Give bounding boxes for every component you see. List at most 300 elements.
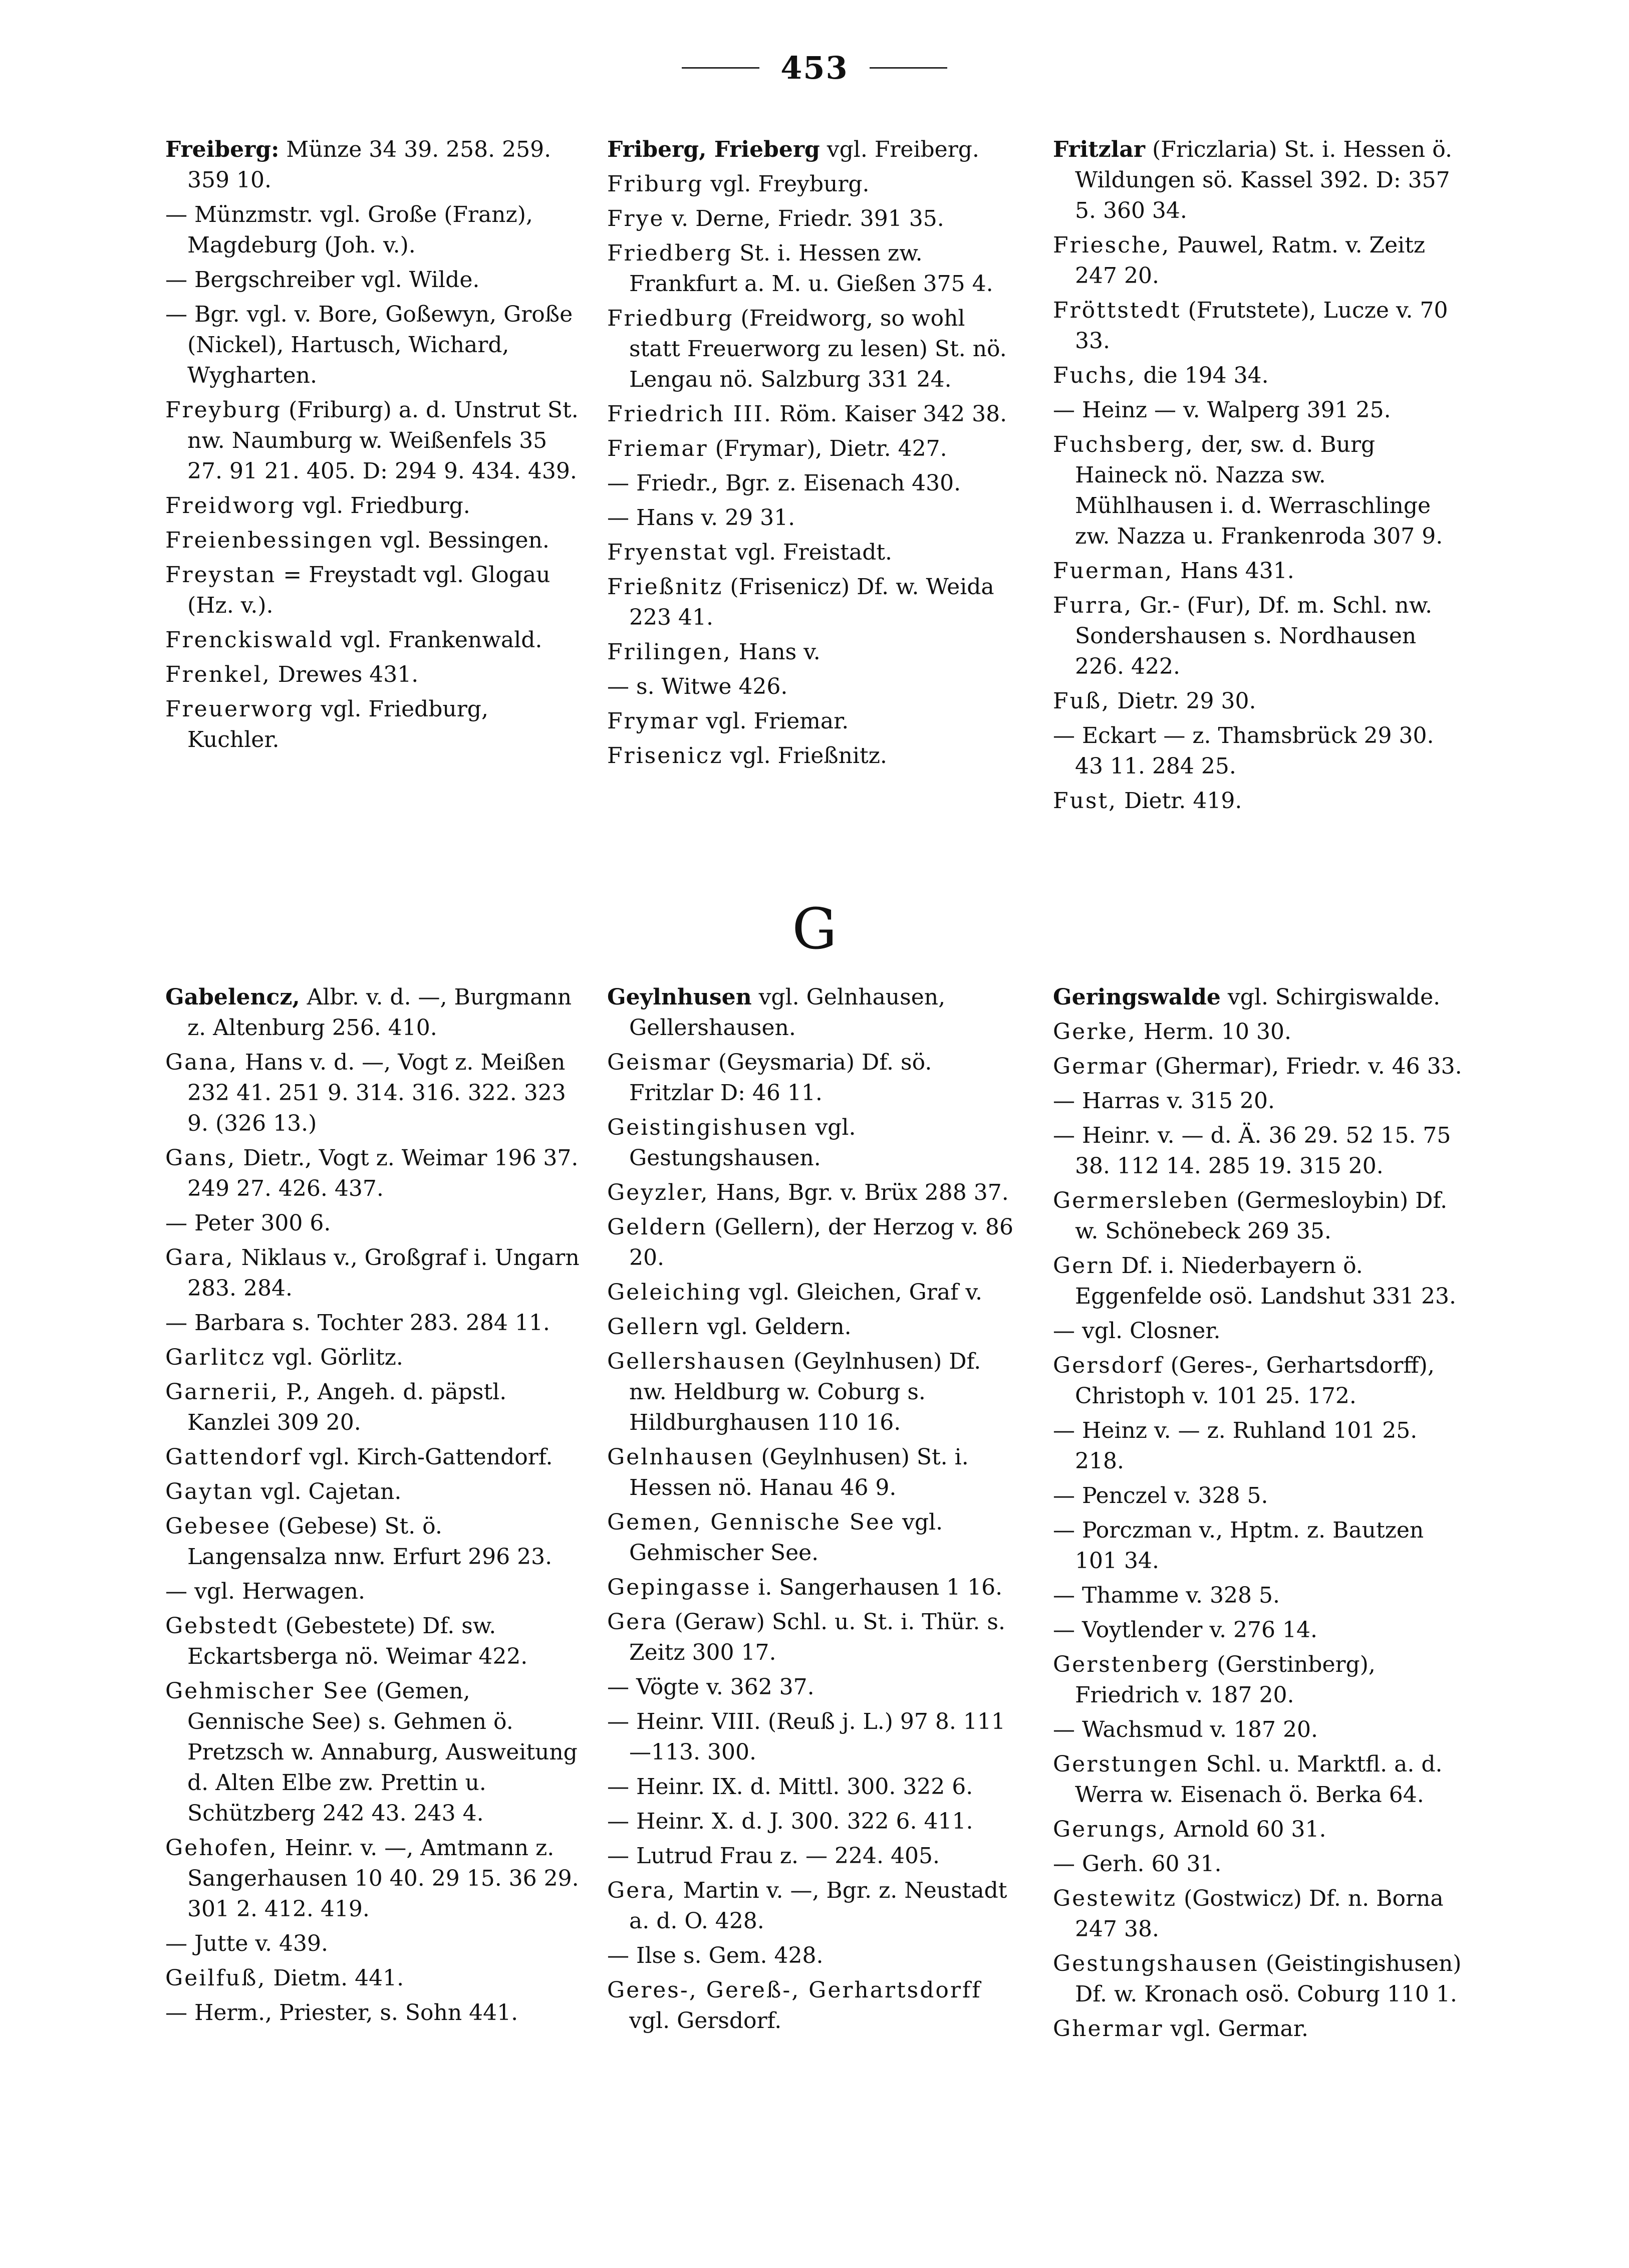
page-header (0, 48, 1629, 88)
index-entry (165, 1442, 581, 1472)
index-entry (1053, 786, 1469, 816)
entry-headword: — Penczel (1053, 1483, 1167, 1508)
entry-headword: — Heinr. VIII. (607, 1709, 761, 1734)
entry-references: Hans, Bgr. v. Brüx 288 37. (709, 1180, 1009, 1205)
entry-headword: Gehofen, (165, 1835, 278, 1861)
index-entry (1053, 1649, 1469, 1710)
index-column-top-2 (607, 134, 1023, 876)
entry-references: 300 6. (253, 1210, 331, 1236)
index-entry (1053, 395, 1469, 425)
index-entry (165, 625, 581, 655)
page-number: 453 (780, 49, 849, 86)
entry-headword: Frymar (607, 708, 699, 734)
entry-headword: Gera (607, 1609, 668, 1635)
entry-references: 60 31. (1144, 1851, 1222, 1877)
index-entry (607, 1806, 1023, 1837)
entry-headword: Gestungshausen (1053, 1951, 1259, 1976)
index-entry (1053, 360, 1469, 391)
entry-references: vgl. v. Bore, Goßewyn, Große (Nickel), Hartusch, Wichard, Wygharten. (187, 302, 573, 388)
index-entry (1053, 1415, 1469, 1476)
entry-headword: — Heinr. (1053, 1123, 1151, 1148)
entry-references: (Gerstinberg), Friedrich v. 187 20. (1075, 1652, 1376, 1708)
entry-headword: Freiberg: (165, 137, 280, 162)
entry-headword: Frießnitz (607, 574, 723, 600)
entry-references: (Geylnhusen) Df. nw. Heldburg w. Coburg s. Hildburghausen 110 16. (629, 1349, 981, 1435)
entry-headword: Friedburg (607, 306, 734, 331)
index-column-bottom-2 (607, 982, 1023, 2184)
entry-headword: Geres-, Gereß-, Gerhartsdorff (607, 1977, 982, 2003)
index-entry (165, 1833, 581, 1924)
entry-references: v., Hptm. z. Bautzen 101 34. (1075, 1518, 1424, 1574)
entry-references: Drewes 431. (270, 662, 419, 687)
entry-headword: Gersdorf (1053, 1353, 1164, 1378)
entry-references: vgl. Gersdorf. (629, 2008, 782, 2034)
entry-headword: Geylnhusen (607, 984, 752, 1010)
index-entry (165, 1997, 581, 2028)
index-entry (165, 1511, 581, 1572)
entry-references: d. Mittl. 300. 322 6. (743, 1774, 973, 1800)
index-entry (165, 1377, 581, 1438)
entry-headword: Gara, (165, 1245, 234, 1271)
index-entry (1053, 230, 1469, 291)
index-entry (607, 1312, 1023, 1342)
index-entry (607, 1507, 1023, 1568)
entry-references: v. 276 14. (1202, 1617, 1317, 1643)
index-entry (1053, 1948, 1469, 2009)
entry-references: Albr. v. d. —, Burgmann z. Altenburg 256. 410. (187, 984, 572, 1041)
entry-references: v. 439. (248, 1931, 328, 1956)
entry-headword: Friesche, (1053, 232, 1171, 258)
index-entry (607, 1607, 1023, 1668)
entry-references: v. — z. Ruhland 101 25. 218. (1075, 1418, 1418, 1474)
entry-references: vgl. Gestungshausen. (629, 1115, 856, 1171)
entry-headword: Fuß, (1053, 688, 1111, 714)
entry-headword: Geistingishusen (607, 1115, 808, 1140)
index-entry (1053, 1086, 1469, 1116)
entry-headword: Gerke, (1053, 1019, 1137, 1045)
entry-headword: — Harras (1053, 1088, 1160, 1114)
entry-headword: Fröttstedt (1053, 298, 1181, 323)
index-entry (165, 525, 581, 556)
entry-headword: — s. Witwe (607, 674, 732, 699)
index-entry (165, 1208, 581, 1238)
index-entry (1053, 1350, 1469, 1411)
entry-references: d. J. 300. 322 6. 411. (734, 1809, 973, 1834)
index-entry (607, 303, 1023, 395)
entry-headword: Friedberg (607, 240, 733, 266)
entry-references: v. 187 20. (1203, 1717, 1318, 1742)
entry-headword: Gepingasse (607, 1575, 751, 1600)
entry-headword: Gelnhausen (607, 1444, 754, 1470)
index-entry (165, 1242, 581, 1304)
entry-references: vgl. Cajetan. (253, 1479, 402, 1504)
entry-headword: — Wachsmud (1053, 1717, 1203, 1742)
entry-references: vgl. Frießnitz. (723, 743, 887, 769)
entry-headword: Fryenstat (607, 540, 728, 565)
index-column-bottom-1 (165, 982, 581, 2184)
header-rule-left (682, 67, 759, 69)
index-entry (1053, 1849, 1469, 1879)
index-entry (607, 982, 1023, 1043)
entry-references: Hans v. (731, 639, 821, 665)
index-entry (607, 1277, 1023, 1308)
entry-references: v. 328 5. (1167, 1483, 1268, 1508)
entry-headword: Gebesee (165, 1514, 272, 1539)
entry-references: Hans v. d. —, Vogt z. Meißen 232 41. 251 9. 314. 316. 322. 323 9. (326 13.) (187, 1050, 566, 1136)
entry-references: vgl. Kirch-Gattendorf. (302, 1444, 553, 1470)
entry-references: Df. i. Niederbayern ö. Eggenfelde osö. Landshut 331 23. (1075, 1253, 1456, 1309)
entry-headword: Geilfuß, (165, 1965, 266, 1991)
index-entry (1053, 982, 1469, 1013)
entry-headword: Gabelencz, (165, 984, 300, 1010)
entry-references: vgl. Schirgiswalde. (1220, 984, 1441, 1010)
index-entry (607, 1772, 1023, 1802)
index-entry (607, 1047, 1023, 1108)
entry-references: die 194 34. (1136, 363, 1269, 388)
index-entry (607, 468, 1023, 498)
index-entry (165, 134, 581, 195)
index-entry (165, 1342, 581, 1373)
entry-references: Herwagen. (235, 1579, 365, 1604)
entry-headword: Gebstedt (165, 1613, 279, 1639)
index-entry (1053, 1185, 1469, 1246)
entry-references: Niklaus v., Großgraf i. Ungarn 283. 284. (187, 1245, 580, 1301)
entry-headword: — Bgr. (165, 302, 240, 327)
entry-references: Arnold 60 31. (1167, 1817, 1326, 1842)
entry-references: (Freidworg, so wohl statt Freuerworg zu lesen) St. nö. Lengau nö. Salzburg 331 24. (629, 306, 1007, 392)
entry-references: Münze 34 39. 258. 259. 359 10. (187, 137, 552, 193)
entry-references: (Gemen, Gennische See) s. Gehmen ö. Pretzsch w. Annaburg, Ausweitung d. Alten Elbe zw. Prettin u. Schützberg 242 43. 243 4. (187, 1678, 578, 1826)
index-entry (1053, 1714, 1469, 1745)
entry-references: vgl. Freiberg. (820, 137, 979, 162)
index-entry (607, 203, 1023, 234)
index-entry (1053, 1480, 1469, 1511)
entry-headword: Fuchs, (1053, 363, 1137, 388)
index-entry (1053, 1051, 1469, 1082)
entry-headword: Freienbessingen (165, 528, 374, 553)
index-entry (607, 1975, 1023, 2036)
entry-headword: — Barbara (165, 1310, 286, 1336)
entry-headword: — Bergschreiber (165, 267, 355, 293)
entry-headword: Gern (1053, 1253, 1115, 1279)
entry-references: Closner. (1123, 1318, 1221, 1344)
entry-headword: Frenckiswald (165, 627, 334, 653)
index-entry (1053, 686, 1469, 716)
entry-headword: — vgl. (1053, 1318, 1123, 1344)
entry-headword: Garlitcz (165, 1345, 266, 1370)
index-entry (607, 134, 1023, 165)
entry-headword: — Heinr. X. (607, 1809, 735, 1834)
entry-headword: Fuchsberg, (1053, 432, 1194, 457)
entry-references: Bgr. z. Eisenach 430. (718, 470, 961, 496)
entry-references: (Geraw) Schl. u. St. i. Thür. s. Zeitz 300 17. (629, 1609, 1005, 1665)
entry-references: vgl. Wilde. (354, 267, 480, 293)
index-entry (607, 1672, 1023, 1702)
entry-references: St. i. Hessen zw. Frankfurt a. M. u. Gießen 375 4. (629, 240, 993, 297)
index-entry (1053, 1017, 1469, 1047)
entry-references: Dietr. 29 30. (1110, 688, 1256, 714)
entry-references: (Geres-, Gerhartsdorff), Christoph v. 101 25. 172. (1075, 1353, 1435, 1409)
index-entry (165, 1676, 581, 1829)
index-column-bottom-3 (1053, 982, 1469, 2184)
entry-headword: Gans, (165, 1145, 236, 1171)
entry-references: — v. Walperg 391 25. (1147, 397, 1391, 423)
index-entry (165, 265, 581, 295)
entry-references: vgl. Freistadt. (728, 540, 893, 565)
entry-headword: Germar (1053, 1054, 1148, 1079)
entry-headword: — Friedr., (607, 470, 718, 496)
index-entry (607, 1112, 1023, 1173)
entry-references: Dietm. 441. (266, 1965, 404, 1991)
index-entry (607, 502, 1023, 533)
entry-headword: Ghermar (1053, 2016, 1164, 2042)
entry-references: vgl. Freyburg. (703, 171, 870, 197)
entry-headword: Freuerworg (165, 696, 314, 722)
entry-references: (Frymar), Dietr. 427. (708, 436, 947, 461)
index-entry (1053, 590, 1469, 682)
entry-headword: Frenkel, (165, 662, 271, 687)
index-entry (1053, 1515, 1469, 1576)
index-entry (1053, 1615, 1469, 1645)
entry-references: — z. Thamsbrück 29 30. 43 11. 284 25. (1075, 723, 1434, 779)
entry-references: Herm. 10 30. (1136, 1019, 1291, 1045)
entry-references: v. 315 20. (1160, 1088, 1275, 1114)
index-entry (1053, 429, 1469, 552)
entry-references: Heinr. v. —, Amtmann z. Sangerhausen 10 40. 29 15. 36 29. 301 2. 412. 419. (187, 1835, 579, 1922)
entry-headword: Fust, (1053, 788, 1118, 814)
index-entry (165, 1308, 581, 1338)
entry-references: (Reuß j. L.) 97 8. 111—113. 300. (629, 1709, 1005, 1765)
entry-headword: Gehmischer See (165, 1678, 369, 1704)
section-letter: G (792, 897, 837, 962)
index-entry (1053, 1250, 1469, 1312)
entry-headword: Frilingen, (607, 639, 732, 665)
entry-headword: Friedrich III. (607, 401, 773, 427)
index-entry (607, 399, 1023, 429)
index-entry (607, 1177, 1023, 1208)
entry-references: v. — d. Ä. 36 29. 52 15. 75 38. 112 14. 285 19. 315 20. (1075, 1123, 1451, 1179)
entry-references: vgl. Friedburg, Kuchler. (187, 696, 488, 752)
index-entry (607, 1841, 1023, 1871)
entry-headword: — Thamme (1053, 1583, 1179, 1608)
entry-references: Dietr. 419. (1117, 788, 1242, 814)
entry-references: (Frutstete), Lucze v. 70 33. (1075, 298, 1448, 354)
entry-headword: — Heinz (1053, 397, 1147, 423)
index-entry (1053, 295, 1469, 356)
entry-references: (Geysmaria) Df. sö. Fritzlar D: 46 11. (629, 1050, 932, 1106)
entry-references: s. Tochter 283. 284 11. (285, 1310, 550, 1336)
index-entry (607, 537, 1023, 568)
entry-references: (Geylnhusen) St. i. Hessen nö. Hanau 46 9. (629, 1444, 969, 1500)
index-entry (607, 637, 1023, 667)
entry-headword: — Eckart (1053, 723, 1157, 748)
entry-references: (Gellern), der Herzog v. 86 20. (629, 1214, 1013, 1271)
index-entry (165, 1928, 581, 1959)
index-entry (165, 490, 581, 521)
entry-references: Röm. Kaiser 342 38. (772, 401, 1007, 427)
entry-references: vgl. Friedburg. (296, 493, 470, 519)
entry-references: vgl. Große (Franz), Magdeburg (Joh. v.). (187, 202, 533, 258)
header-rule-right (870, 67, 947, 69)
entry-headword: Freystan (165, 562, 277, 588)
index-entry (1053, 556, 1469, 586)
entry-headword: Frisenicz (607, 743, 723, 769)
entry-references: 426. (731, 674, 788, 699)
index-entry (607, 706, 1023, 736)
index-entry (607, 169, 1023, 199)
index-entry (1053, 1120, 1469, 1181)
entry-references: Schl. u. Marktfl. a. d. Werra w. Eisenach ö. Berka 64. (1075, 1751, 1443, 1808)
entry-headword: Gattendorf (165, 1444, 303, 1470)
index-entry (165, 659, 581, 690)
entry-references: Frau z. — 224. 405. (712, 1843, 940, 1869)
entry-references: Pauwel, Ratm. v. Zeitz 247 20. (1075, 232, 1426, 289)
entry-references: vgl. Görlitz. (265, 1345, 403, 1370)
entry-references: (Friczlaria) St. i. Hessen ö. Wildungen sö. Kassel 392. D: 357 5. 360 34. (1075, 137, 1452, 223)
entry-headword: Geyzler, (607, 1180, 709, 1205)
index-entry (165, 199, 581, 261)
index-entry (165, 1476, 581, 1507)
index-entry (607, 1442, 1023, 1503)
entry-references: (Gebestete) Df. sw. Eckartsberga nö. Weimar 422. (187, 1613, 528, 1669)
entry-headword: Furra, (1053, 593, 1133, 618)
entry-headword: — Peter (165, 1210, 254, 1236)
entry-references: v. 29 31. (694, 505, 795, 531)
index-entry (607, 1346, 1023, 1438)
entry-headword: Friberg, Frieberg (607, 137, 820, 162)
index-entry (1053, 1580, 1469, 1611)
entry-references: vgl. Gelnhausen, Gellershausen. (629, 984, 946, 1041)
entry-references: Dietr., Vogt z. Weimar 196 37. 249 27. 426. 437. (187, 1145, 579, 1201)
entry-references: vgl. Bessingen. (373, 528, 550, 553)
entry-headword: Gestewitz (1053, 1886, 1177, 1911)
entry-references: (Gostwicz) Df. n. Borna 247 38. (1075, 1886, 1444, 1942)
index-entry (165, 395, 581, 486)
entry-headword: — Jutte (165, 1931, 248, 1956)
entry-headword: Geismar (607, 1050, 711, 1075)
entry-references: Gr.- (Fur), Df. m. Schl. nw. Sondershausen s. Nordhausen 226. 422. (1075, 593, 1433, 679)
index-column-top-1 (165, 134, 581, 876)
entry-headword: Garnerii, (165, 1379, 279, 1405)
entry-headword: Gerungs, (1053, 1817, 1167, 1842)
entry-headword: — Heinz (1053, 1418, 1147, 1443)
entry-headword: Freyburg (165, 397, 282, 423)
entry-references: vgl. Friemar. (699, 708, 849, 734)
index-entry (165, 982, 581, 1043)
entry-references: Priester, s. Sohn 441. (272, 2000, 518, 2026)
entry-headword: Gerstenberg (1053, 1652, 1210, 1677)
index-entry (165, 560, 581, 621)
entry-references: s. Gem. 428. (676, 1943, 824, 1968)
entry-references: v. 328 5. (1179, 1583, 1280, 1608)
index-entry (165, 299, 581, 391)
entry-headword: Frye (607, 206, 665, 231)
entry-references: vgl. Geldern. (700, 1314, 852, 1340)
entry-references: Hans 431. (1173, 558, 1294, 584)
entry-headword: Gerstungen (1053, 1751, 1199, 1777)
index-entry (1053, 1883, 1469, 1944)
entry-headword: — Münzmstr. (165, 202, 314, 227)
entry-headword: Gana, (165, 1050, 238, 1075)
entry-references: Martin v. —, Bgr. z. Neustadt a. d. O. 428. (629, 1878, 1007, 1934)
entry-headword: Fritzlar (1053, 137, 1146, 162)
entry-headword: Freidworg (165, 493, 296, 519)
entry-headword: Gaytan (165, 1479, 254, 1504)
index-entry (1053, 720, 1469, 782)
index-entry (1053, 1814, 1469, 1845)
entry-headword: Geldern (607, 1214, 707, 1240)
index-entry (607, 740, 1023, 771)
index-entry (165, 1047, 581, 1139)
entry-headword: Friburg (607, 171, 704, 197)
entry-headword: — Voytlender (1053, 1617, 1203, 1643)
entry-headword: — vgl. (165, 1579, 235, 1604)
index-entry (165, 1576, 581, 1607)
entry-headword: Gellern (607, 1314, 700, 1340)
entry-headword: — Ilse (607, 1943, 677, 1968)
entry-references: v. 362 37. (699, 1674, 815, 1700)
entry-headword: Geringswalde (1053, 984, 1221, 1010)
index-entry (1053, 1749, 1469, 1810)
entry-headword: Gemen, Gennische See (607, 1509, 896, 1535)
index-entry (607, 1940, 1023, 1971)
entry-references: vgl. Germar. (1163, 2016, 1308, 2042)
entry-references: vgl. Frankenwald. (334, 627, 542, 653)
entry-headword: Fuerman, (1053, 558, 1174, 584)
entry-references: (Geistingishusen) Df. w. Kronach osö. Coburg 110 1. (1075, 1951, 1462, 2007)
entry-references: (Gebese) St. ö. Langensalza nnw. Erfurt 296 23. (187, 1514, 553, 1570)
entry-headword: — Porczman (1053, 1518, 1192, 1543)
index-entry (165, 694, 581, 755)
index-column-top-3 (1053, 134, 1469, 876)
entry-references: (Ghermar), Friedr. v. 46 33. (1148, 1054, 1462, 1079)
index-entry (165, 1611, 581, 1672)
entry-headword: Gera, (607, 1878, 676, 1903)
index-entry (1053, 134, 1469, 226)
entry-headword: — Vögte (607, 1674, 700, 1700)
entry-headword: — Lutrud (607, 1843, 713, 1869)
entry-references: i. Sangerhausen 1 16. (751, 1575, 1003, 1600)
entry-references: v. Derne, Friedr. 391 35. (664, 206, 944, 231)
index-entry (607, 238, 1023, 299)
index-entry (607, 1706, 1023, 1768)
entry-headword: Gellershausen (607, 1349, 786, 1374)
index-entry (165, 1963, 581, 1993)
entry-headword: — Herm., (165, 2000, 273, 2026)
entry-references: (Germesloybin) Df. w. Schönebeck 269 35. (1075, 1188, 1448, 1244)
entry-headword: Friemar (607, 436, 708, 461)
index-entry (607, 1572, 1023, 1603)
index-entry (165, 1143, 581, 1204)
index-entry (1053, 2013, 1469, 2044)
index-entry (1053, 1316, 1469, 1346)
index-entry (607, 433, 1023, 464)
index-entry (607, 572, 1023, 633)
entry-references: der, sw. d. Burg Haineck nö. Nazza sw. Mühlhausen i. d. Werraschlinge zw. Nazza u. Frankenroda 307 9. (1075, 432, 1443, 549)
entry-references: vgl. Gehmischer See. (629, 1509, 943, 1566)
entry-references: vgl. Gleichen, Graf v. (741, 1280, 982, 1305)
entry-headword: Germersleben (1053, 1188, 1230, 1213)
entry-references: (Frisenicz) Df. w. Weida 223 41. (629, 574, 994, 630)
entry-headword: — Hans (607, 505, 694, 531)
index-entry (607, 671, 1023, 702)
entry-headword: — Gerh. (1053, 1851, 1145, 1877)
entry-headword: Geleiching (607, 1280, 742, 1305)
entry-references: P., Angeh. d. päpstl. Kanzlei 309 20. (187, 1379, 507, 1435)
entry-references: = Freystadt vgl. Glogau (Hz. v.). (187, 562, 551, 618)
entry-headword: — Heinr. IX. (607, 1774, 743, 1800)
index-entry (607, 1875, 1023, 1936)
